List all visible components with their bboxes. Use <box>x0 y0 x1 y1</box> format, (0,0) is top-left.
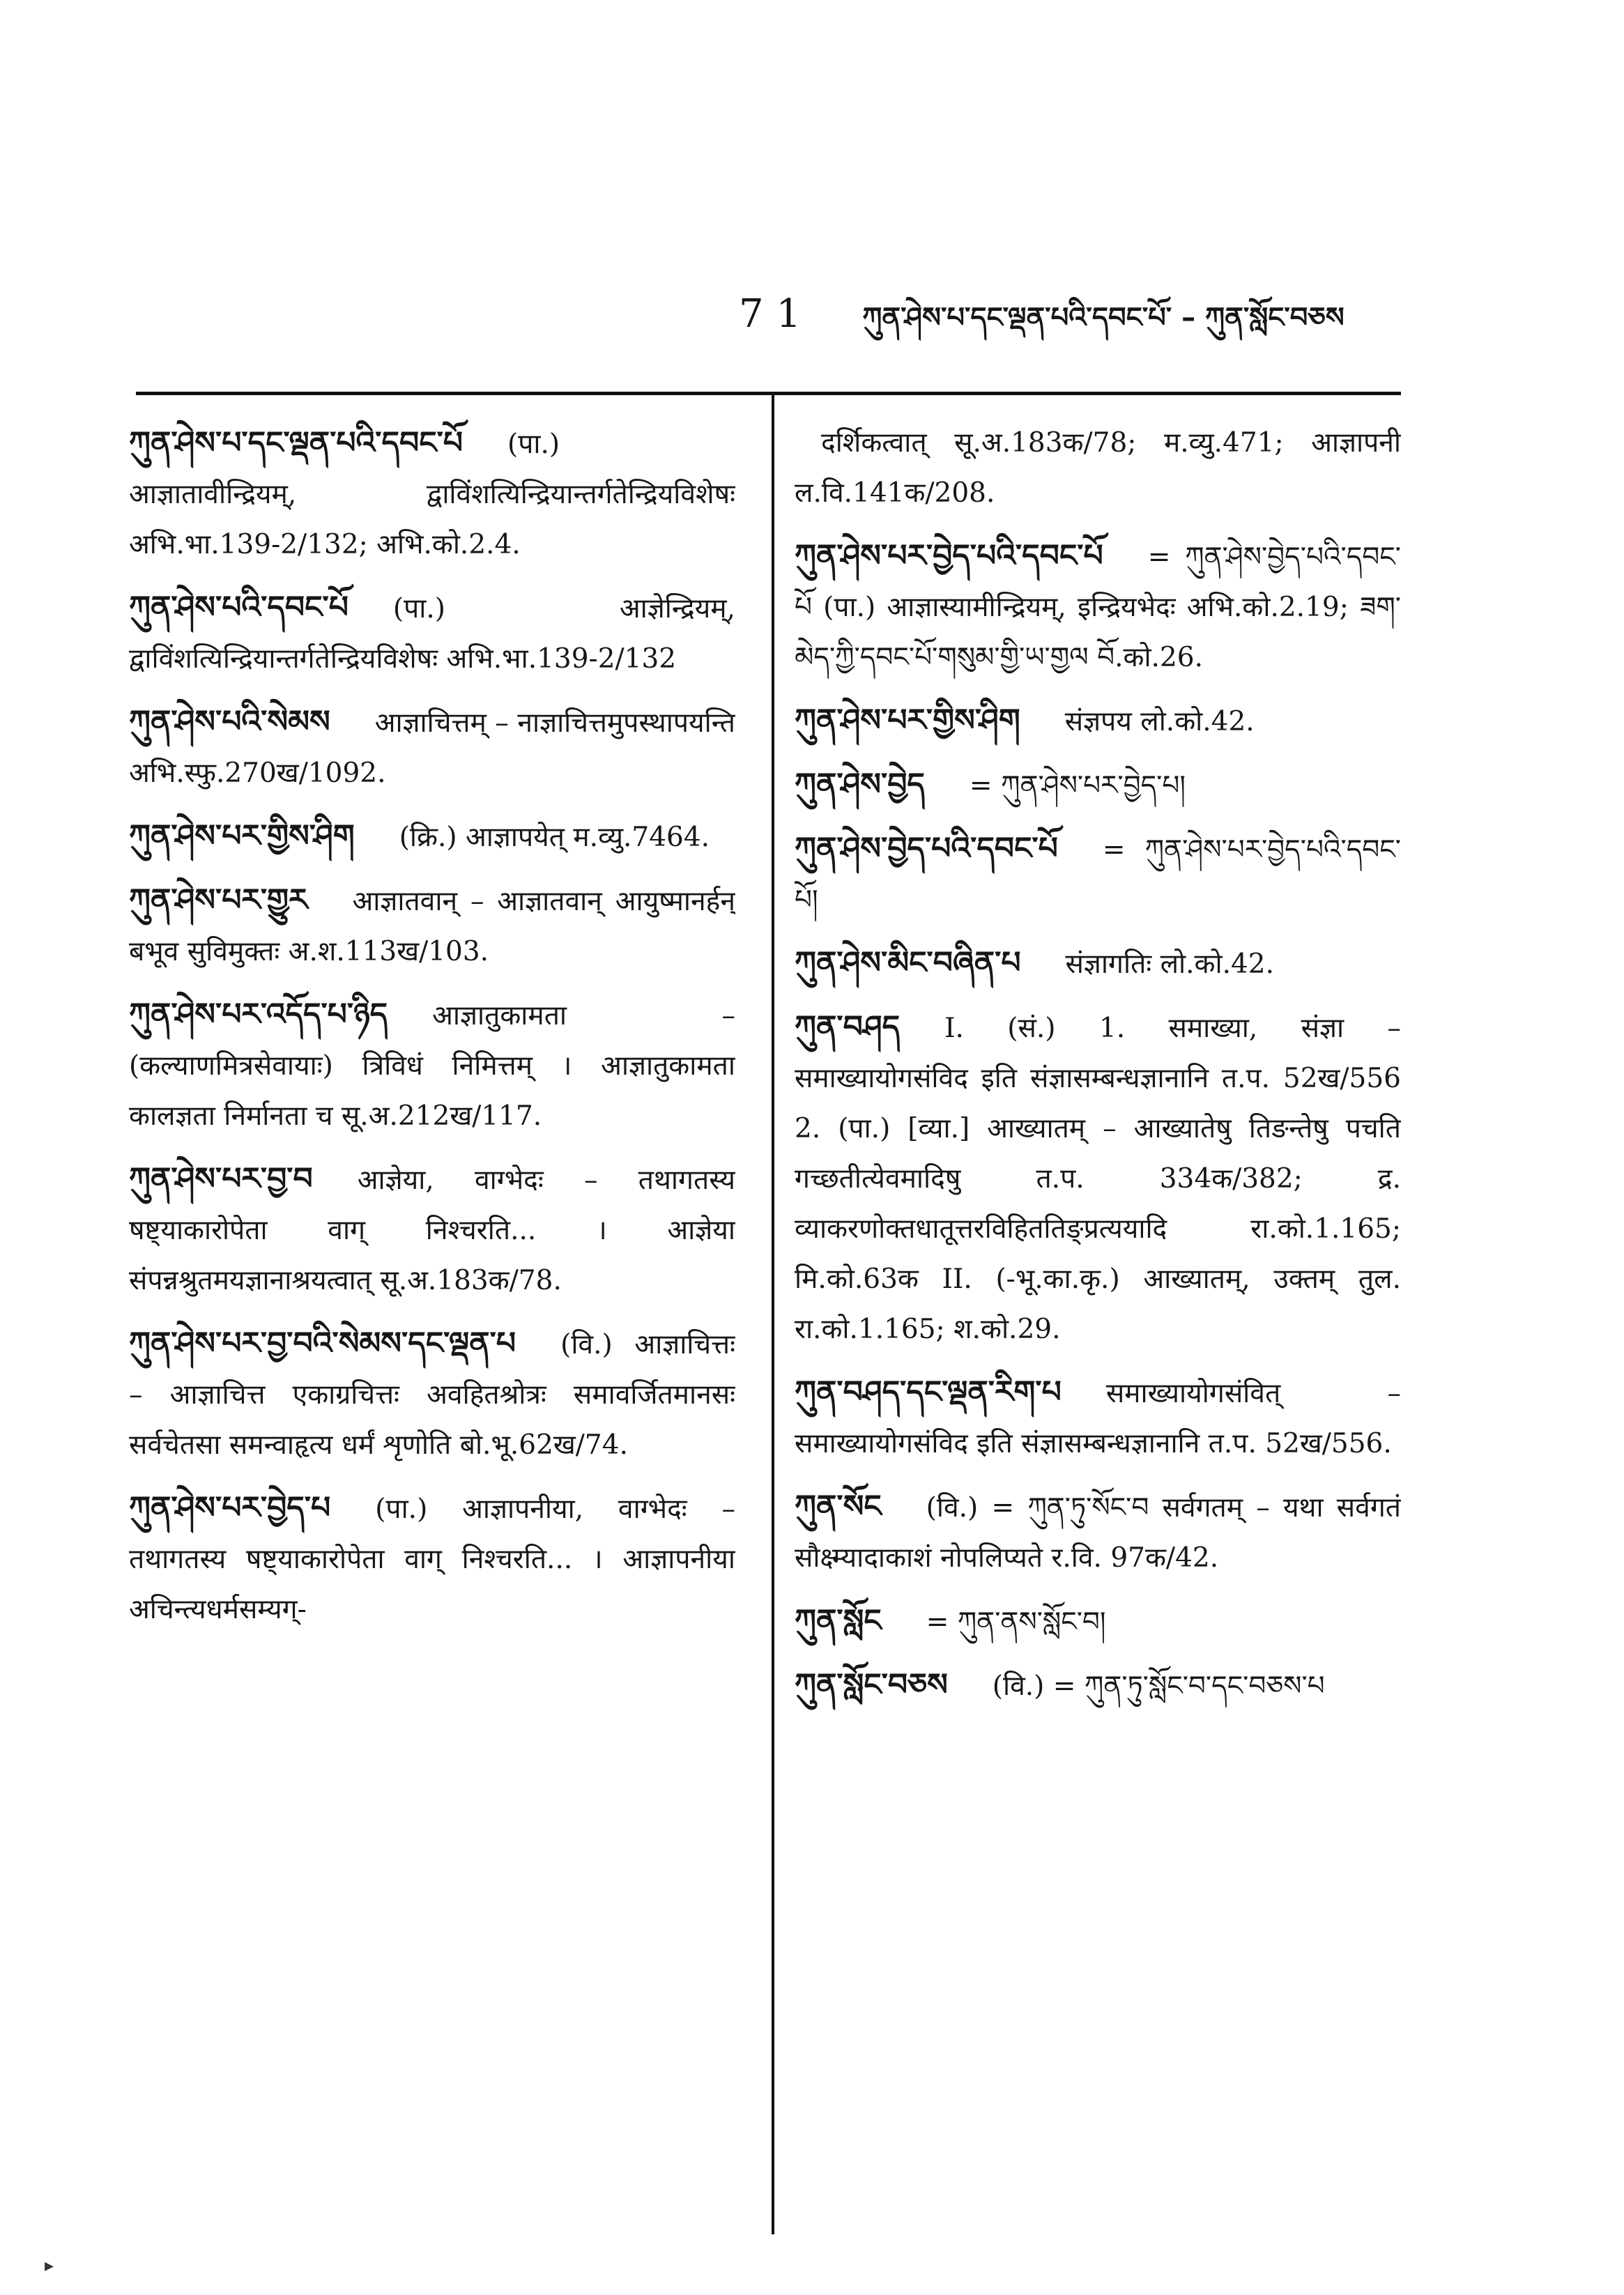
entry-headword: ཀུན་ཤེས་པར་གྱིས་ཤིག <box>795 703 1020 738</box>
dictionary-entry <box>795 531 1401 683</box>
entry-headword: ཀུན་ཤེས་པར་བྱ་བ <box>129 1161 313 1197</box>
dictionary-entry <box>129 1154 735 1306</box>
dictionary-entry <box>129 697 735 799</box>
dictionary-entry <box>795 1596 1401 1648</box>
right-column <box>795 418 1401 2230</box>
entry-definition: समाख्यायोगसंवित् – समाख्यायोगसंविद इति संज्ञासम्बन्धज्ञानानि त.प. 52ख/556. <box>795 1378 1401 1459</box>
entry-definition: आज्ञाचित्तम् – नाज्ञाचित्तमुपस्थापयन्ति अभि.स्फु.270ख/1092. <box>129 707 735 789</box>
dictionary-entry <box>795 696 1401 747</box>
entry-headword: ཀུན་སོང <box>795 1489 882 1524</box>
entry-headword: ཀུན་ཤེས་པར་བྱེད་པའི་དབང་པོ <box>795 538 1103 574</box>
dictionary-entry <box>129 1319 735 1471</box>
entry-headword: ཀུན་ཤེས་པ་དང་ལྡན་པའི་དབང་པོ <box>129 425 464 461</box>
header-rule <box>136 392 1401 395</box>
dictionary-entry <box>129 990 735 1142</box>
entry-definition: (वि.) = ཀུན་ཏུ་སོང་བ सर्वगतम् – यथा सर्वगतं सौक्ष्म्यादाकाशं नोपलिप्यते र.वि. 97क/42. <box>795 1492 1401 1574</box>
entry-definition: (वि.) = ཀུན་ཏུ་སློང་བ་དང་བཅས་པ <box>992 1671 1325 1702</box>
dictionary-entry <box>129 583 735 684</box>
entry-headword: ཀུན་ཤེས་བྱེད <box>795 767 925 802</box>
dictionary-entry <box>795 1367 1401 1469</box>
dictionary-entry <box>129 811 735 863</box>
dictionary-entry <box>795 824 1401 926</box>
dictionary-entry <box>795 418 1401 519</box>
entry-definition: = ཀུན་ནས་སློང་བ། <box>926 1606 1106 1638</box>
entry-definition: (क्रि.) आज्ञापयेत् म.व्यु.7464. <box>399 822 710 853</box>
dictionary-entry <box>795 1660 1401 1712</box>
dictionary-entry <box>795 760 1401 811</box>
entry-definition: (पा.) आज्ञेन्द्रियम्, द्वाविंशत्यिन्द्रियान्तर्गतेन्द्रियविशेषः अभि.भा.139-2/132 <box>129 593 735 675</box>
entry-headword: ཀུན་ཤེས་པར་འདོད་པ་ཉིད <box>129 997 388 1032</box>
entry-definition: (पा.) आज्ञापनीया, वाग्भेदः – तथागतस्य षष्ट्याकारोपेता वाग् निश्चरति... । आज्ञापनीया अचिन्त्यधर्मसम्यग्- <box>129 1494 735 1625</box>
entry-definition: (वि.) आज्ञाचित्तः – आज्ञाचित्त एकाग्रचित्तः अवहितश्रोत्रः समावर्जितमानसः सर्वचेतसा समन्वाहृत्य धर्मं शृणोति बो.भू.62ख/74. <box>129 1329 735 1461</box>
dictionary-entry <box>129 875 735 977</box>
entry-headword: ཀུན་ཤེས་པའི་དབང་པོ <box>129 590 348 625</box>
page-header <box>739 286 1408 348</box>
dictionary-entry <box>129 418 735 570</box>
entry-headword: ཀུན་ཤེས་མིང་བཞིན་པ <box>795 945 1021 981</box>
dictionary-entry <box>795 1002 1401 1355</box>
entry-definition: संज्ञपय लो.को.42. <box>1064 706 1255 737</box>
entry-definition: = ཀུན་ཤེས་པར་བྱེད་པའི་དབང་པོ། <box>795 834 1401 916</box>
entry-definition: आज्ञातुकामता – (कल्याणमित्रसेवायाः) त्रिविधं निमित्तम् । आज्ञातुकामता कालज्ञता निर्मानता च सू.अ.212ख/117. <box>129 1000 735 1132</box>
entry-definition: आज्ञेया, वाग्भेदः – तथागतस्य षष्ट्याकारोपेता वाग् निश्चरति... । आज्ञेया संपन्नश्रुतमयज्ञानाश्रयत्वात् सू.अ.183क/78. <box>129 1165 735 1296</box>
entry-headword: ཀུན་ཤེས་བྱེད་པའི་དབང་པོ <box>795 831 1058 866</box>
column-divider <box>772 394 774 2234</box>
left-column <box>129 418 735 2230</box>
entry-definition: दर्शिकत्वात् सू.अ.183क/78; म.व्यु.471; आज्ञापनी ल.वि.141क/208. <box>795 427 1401 509</box>
entry-headword: ཀུན་སློང <box>795 1603 882 1638</box>
entry-headword: ཀུན་ཤེས་པའི་སེམས <box>129 704 330 739</box>
running-head: ཀུན་ཤེས་པ་དང་ལྡན་པའི་དབང་པོ་ – ཀུན་སློང་བཅས <box>862 302 1345 334</box>
page-number: 71 <box>739 291 814 337</box>
entry-definition: = ཀུན་ཤེས་བྱེད་པའི་དབང་པོ (पा.) आज्ञास्यामीन्द्रियम्, इन्द्रियभेदः अभि.को.2.19; ཟག་མེད་ཀྱི་དབང་པོ་གསུམ་གྱི་ཡ་གྱལ བོ.को.26. <box>795 542 1401 673</box>
entry-definition: = ཀུན་ཤེས་པར་བྱེད་པ། <box>969 770 1186 801</box>
entry-headword: ཀུན་ཤེས་པར་གྱུར <box>129 882 308 918</box>
corner-mark: ▸ <box>45 2255 54 2276</box>
entry-headword: ཀུན་སློང་བཅས <box>795 1667 948 1703</box>
dictionary-entry <box>795 938 1401 990</box>
entry-definition: (पा.) आज्ञातावीन्द्रियम्, द्वाविंशत्यिन्द्रियान्तर्गतेन्द्रियविशेषः अभि.भा.139-2/132; अभि.को.2.4. <box>129 429 735 560</box>
entry-definition: आज्ञातवान् – आज्ञातवान् आयुष्मानर्हन् बभूव सुविमुक्तः अ.श.113ख/103. <box>129 886 735 967</box>
entry-headword: ཀུན་བཤད་དང་ལྡན་རིག་པ <box>795 1374 1062 1410</box>
entry-headword: ཀུན་ཤེས་པར་བྱེད་པ <box>129 1490 331 1526</box>
dictionary-entry <box>795 1482 1401 1583</box>
entry-headword: ཀུན་ཤེས་པར་བྱ་བའི་སེམས་དང་ལྡན་པ <box>129 1326 516 1361</box>
entry-definition: संज्ञागतिः लो.को.42. <box>1065 949 1274 980</box>
dictionary-entry <box>129 1483 735 1635</box>
entry-headword: ཀུན་བཤད <box>795 1009 901 1045</box>
entry-definition: I. (सं.) 1. समाख्या, संज्ञा – समाख्यायोगसंविद इति संज्ञासम्बन्धज्ञानानि त.प. 52ख/556 2. (पा.) [व्या.] आख्यातम् – आख्यातेषु तिङन्तेषु पचति गच्छतीत्येवमादिषु त.प. 334क/382; द्र. व्याकरणोक्तधातूत्तरविहिततिङ्प्रत्ययादि रा.को.1.165; मि.को.63क II. (-भू.का.कृ.) आख्यातम्, उक्तम् तुल. रा.को.1.165; श.को.29. <box>795 1013 1401 1345</box>
entry-headword: ཀུན་ཤེས་པར་གྱིས་ཤིག <box>129 818 355 854</box>
